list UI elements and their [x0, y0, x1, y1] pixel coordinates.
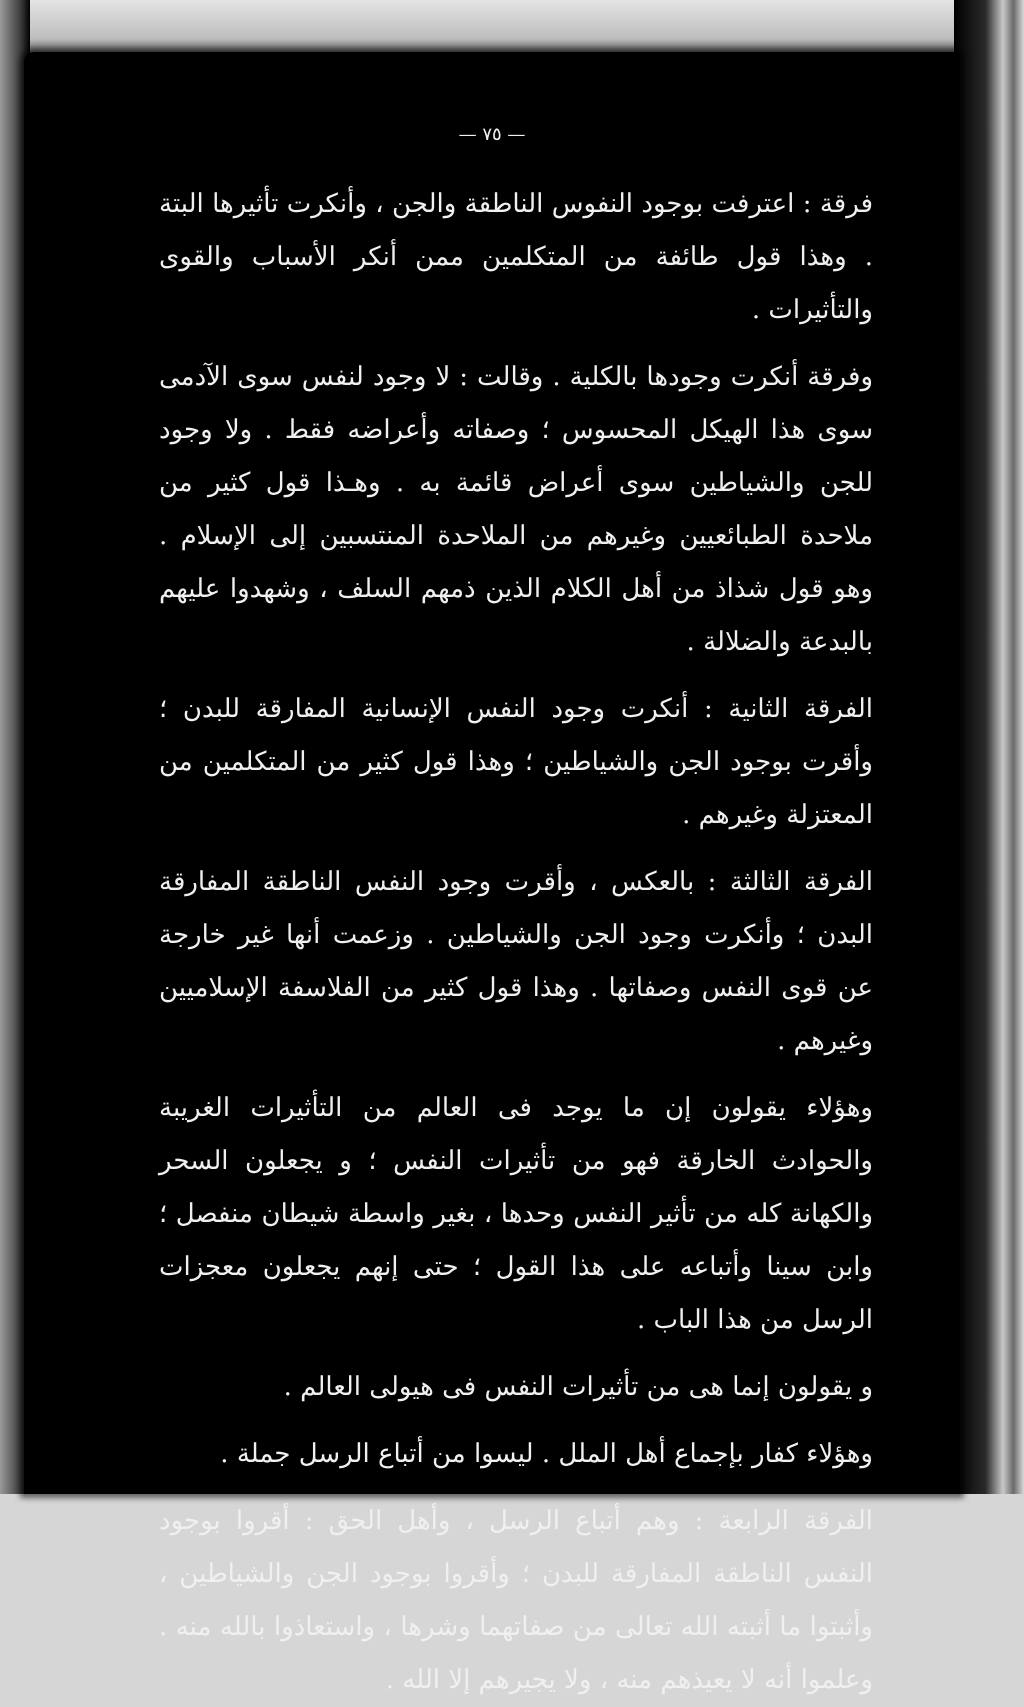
scan-border-right	[954, 0, 1024, 1494]
book-page	[24, 52, 960, 1695]
paragraph-first-sect: فرقة : اعترفت بوجود النفوس الناطقة والجن ، وأنكرت تأثيرها البتة . وهذا قول طائفة من المتكلمين ممن أنكر الأسباب والقوى والتأثيرات .	[159, 189, 873, 325]
page-text	[159, 178, 873, 1707]
paragraph-soul-influences: وهؤلاء يقولون إن ما يوجد فى العالم من التأثيرات الغريبة والحوادث الخارقة فهو من تأثيرات النفس ؛ و يجعلون السحر والكهانة كله من تأثير النفس وحدها ، بغير واسطة شيطان منفصل ؛ وابن سينا وأتباعه على هذا القول ؛ حتى إنهم يجعلون معجزات الرسل من هذا الباب .	[159, 1093, 873, 1335]
page-number: — ٧٥ —	[458, 124, 526, 145]
paragraph-disbelievers: وهؤلاء كفار بإجماع أهل الملل . ليسوا من أتباع الرسل جملة .	[220, 1439, 873, 1469]
paragraph-hyle: و يقولون إنما هى من تأثيرات النفس فى هيولى العالم .	[283, 1372, 873, 1402]
paragraph-third-sect: الفرقة الثالثة : بالعكس ، وأقرت وجود النفس الناطقة المفارقة البدن ؛ وأنكرت وجود الجن والشياطين . وزعمت أنها غير خارجة عن قوى النفس وصفاتها . وهذا قول كثير من الفلاسفة الإسلاميين وغيرهم .	[159, 867, 873, 1056]
paragraph-second-sect: الفرقة الثانية : أنكرت وجود النفس الإنسانية المفارقة للبدن ؛ وأقرت بوجود الجن والشياطين ؛ وهذا قول كثير من المتكلمين من المعتزلة وغيرهم .	[159, 694, 873, 830]
paragraph-fourth-sect: الفرقة الرابعة : وهم أتباع الرسل ، وأهل الحق : أقروا بوجود النفس الناطقة المفارقة للبدن ؛ وأقروا بوجود الجن والشياطين ، وأثبتوا ما أثبته الله تعالى من صفاتهما وشرها ، واستعاذوا بالله منه . وعلموا أنه لا يعيذهم منه ، ولا يجيرهم إلا الله .	[159, 1506, 873, 1695]
paragraph-deniers: وفرقة أنكرت وجودها بالكلية . وقالت : لا وجود لنفس سوى الآدمى سوى هذا الهيكل المحسوس ؛ وصفاته وأعراضه فقط . ولا وجود للجن والشياطين سوى أعراض قائمة به . وهـذا قول كثير من ملاحدة الطبائعيين وغيرهم من الملاحدة المنتسبين إلى الإسلام . وهو قول شذاذ من أهل الكلام الذين ذمهم السلف ، وشهدوا عليهم بالبدعة والضلالة .	[159, 362, 873, 657]
